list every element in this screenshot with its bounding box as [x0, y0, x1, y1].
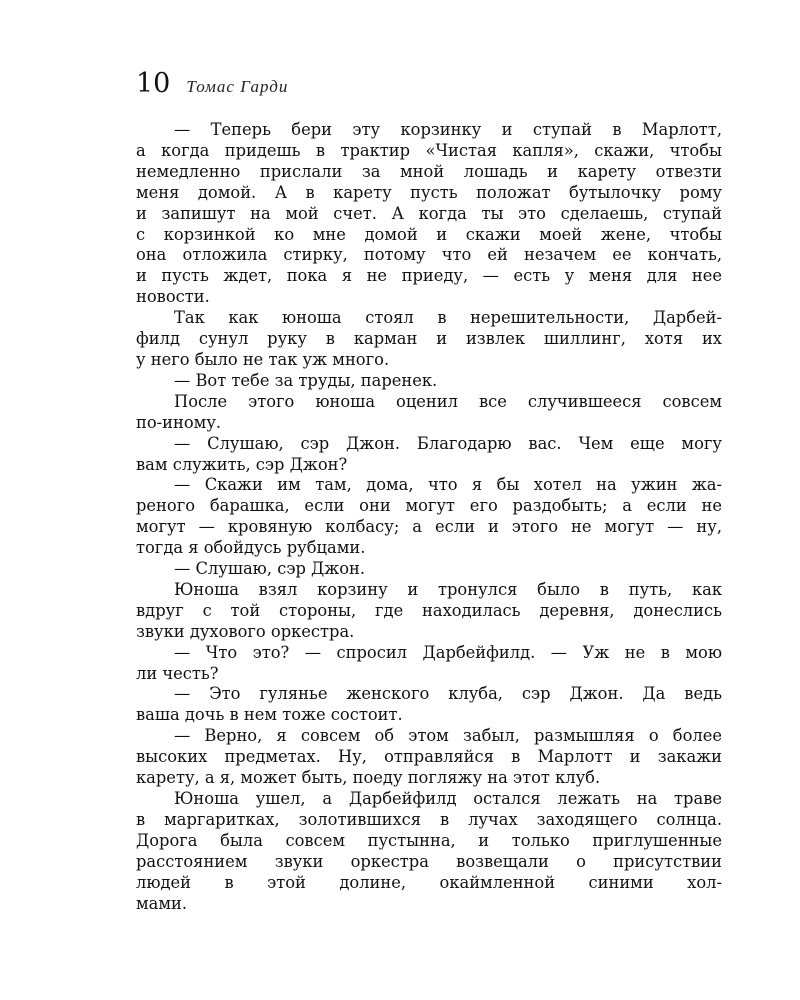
- paragraph: [136, 434, 722, 476]
- paragraph: [136, 371, 722, 392]
- text-line: в маргаритках, золотившихся в лучах заходящего солнца.: [136, 809, 722, 829]
- paragraph: [136, 120, 722, 308]
- text-line: — Слушаю, сэр Джон.: [174, 559, 366, 579]
- text-line: — Теперь бери эту корзинку и ступай в Марлотт,: [174, 120, 722, 139]
- text-line: ваша дочь в нем тоже состоит.: [136, 705, 403, 725]
- text-line: расстоянием звуки оркестра возвещали о присутствии: [136, 851, 722, 871]
- text-line: реного барашка, если они могут его раздобыть; а если не: [136, 496, 722, 516]
- page-number: 10: [136, 68, 171, 99]
- text-line: тогда я обойдусь рубцами.: [136, 538, 366, 558]
- text-line: она отложила стирку, потому что ей незачем ее кончать,: [136, 245, 722, 265]
- book-page: [136, 70, 722, 914]
- paragraph: [136, 580, 722, 643]
- text-line: людей в этой долине, окаймленной синими хол-: [136, 872, 722, 892]
- text-line: — Это гулянье женского клуба, сэр Джон. Да ведь: [174, 684, 722, 704]
- text-line: по-иному.: [136, 412, 222, 432]
- text-line: карету, а я, может быть, поеду погляжу на этот клуб.: [136, 768, 601, 788]
- paragraph: [136, 475, 722, 559]
- text-line: высоких предметах. Ну, отправляйся в Марлотт и закажи: [136, 747, 722, 767]
- text-line: мами.: [136, 893, 188, 913]
- paragraph: [136, 726, 722, 789]
- text-line: у него было не так уж много.: [136, 349, 390, 369]
- text-line: вам служить, сэр Джон?: [136, 454, 348, 474]
- text-line: звуки духового оркестра.: [136, 621, 355, 641]
- paragraph: [136, 789, 722, 914]
- paragraph: [136, 643, 722, 685]
- text-line: и пусть ждет, пока я не приеду, — есть у меня для нее: [136, 266, 722, 286]
- text-line: новости.: [136, 287, 210, 307]
- text-line: немедленно прислали за мной лошадь и карету отвезти: [136, 161, 722, 181]
- text-line: — Скажи им там, дома, что я бы хотел на ужин жа-: [174, 475, 722, 495]
- text-line: вдруг с той стороны, где находилась деревня, донеслись: [136, 600, 722, 620]
- running-title: Томас Гарди: [186, 77, 289, 96]
- text-line: могут — кровяную колбасу; а если и этого не могут — ну,: [136, 517, 722, 537]
- page-body-text: [136, 120, 722, 914]
- text-line: — Слушаю, сэр Джон. Благодарю вас. Чем еще могу: [174, 433, 722, 453]
- text-line: и запишут на мой счет. А когда ты это сделаешь, ступай: [136, 203, 722, 223]
- text-line: После этого юноша оценил все случившееся совсем: [174, 391, 722, 411]
- text-line: меня домой. А в карету пусть положат бутылочку рому: [136, 182, 722, 202]
- paragraph: [136, 684, 722, 726]
- text-line: Юноша взял корзину и тронулся было в путь, как: [174, 579, 722, 599]
- paragraph: [136, 559, 722, 580]
- text-line: — Вот тебе за труды, паренек.: [174, 370, 438, 390]
- text-line: а когда придешь в трактир «Чистая капля», скажи, чтобы: [136, 140, 722, 160]
- text-line: филд сунул руку в карман и извлек шиллинг, хотя их: [136, 329, 722, 349]
- paragraph: [136, 392, 722, 434]
- page-header: [136, 70, 722, 106]
- paragraph: [136, 308, 722, 371]
- text-line: Юноша ушел, а Дарбейфилд остался лежать на траве: [174, 789, 722, 808]
- text-line: ли честь?: [136, 663, 219, 683]
- text-line: с корзинкой ко мне домой и скажи моей жене, чтобы: [136, 224, 722, 244]
- text-line: Дорога была совсем пустынна, и только приглушенные: [136, 830, 722, 850]
- text-line: — Верно, я совсем об этом забыл, размышляя о более: [174, 726, 722, 746]
- text-line: Так как юноша стоял в нерешительности, Дарбей-: [174, 308, 722, 328]
- text-line: — Что это? — спросил Дарбейфилд. — Уж не в мою: [174, 642, 722, 662]
